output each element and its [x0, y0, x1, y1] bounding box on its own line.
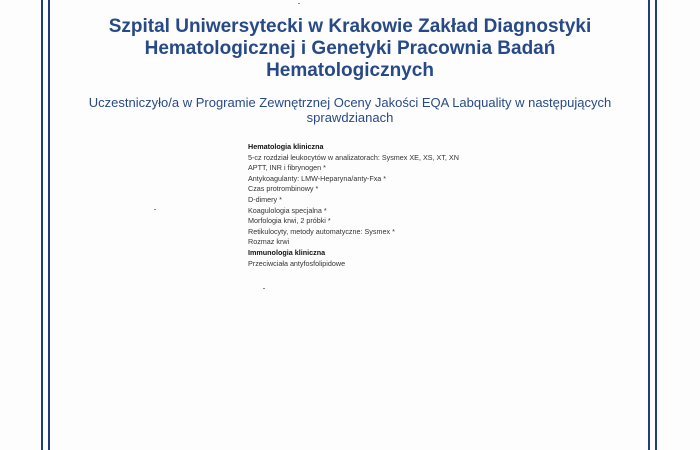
frame-border-right-outer [655, 0, 657, 450]
frame-border-left-inner [48, 0, 50, 450]
scan-speck [154, 209, 156, 210]
frame-border-right-inner [648, 0, 650, 450]
list-item: Retikulocyty, metody automatyczne: Sysmex * [248, 226, 395, 236]
list-item: Rozmaz krwi [248, 237, 290, 247]
certificate-title: Szpital Uniwersytecki w Krakowie Zakład Diagnostyki Hematologicznej i Genetyki Pracownia Badań Hematologicznych [108, 16, 592, 81]
list-item: APTT, INR i fibrynogen * [248, 163, 326, 173]
scan-speck [263, 288, 265, 289]
list-item: D-dimery * [248, 194, 282, 204]
list-item: Morfologia krwi, 2 próbki * [248, 216, 331, 226]
program-list [248, 142, 608, 269]
certificate-subtitle: Uczestniczyło/a w Programie Zewnętrznej Oceny Jakości EQA Labquality w następujących sprawdzianach [88, 95, 612, 125]
list-item: 5-cz rozdział leukocytów w analizatorach: Sysmex XE, XS, XT, XN [248, 152, 459, 162]
section-heading: Immunologia kliniczna [248, 247, 326, 257]
section-heading: Hematologia kliniczna [248, 142, 324, 151]
list-item: Antykoagulanty: LMW-Heparyna/anty-Fxa * [248, 173, 387, 183]
list-item: Koagulologia specjalna * [248, 205, 327, 215]
frame-border-left-outer [41, 0, 43, 450]
list-item: Przeciwciała antyfosfolipidowe [248, 258, 346, 268]
list-item: Czas protrombinowy * [248, 184, 319, 194]
scan-speck [298, 3, 300, 4]
